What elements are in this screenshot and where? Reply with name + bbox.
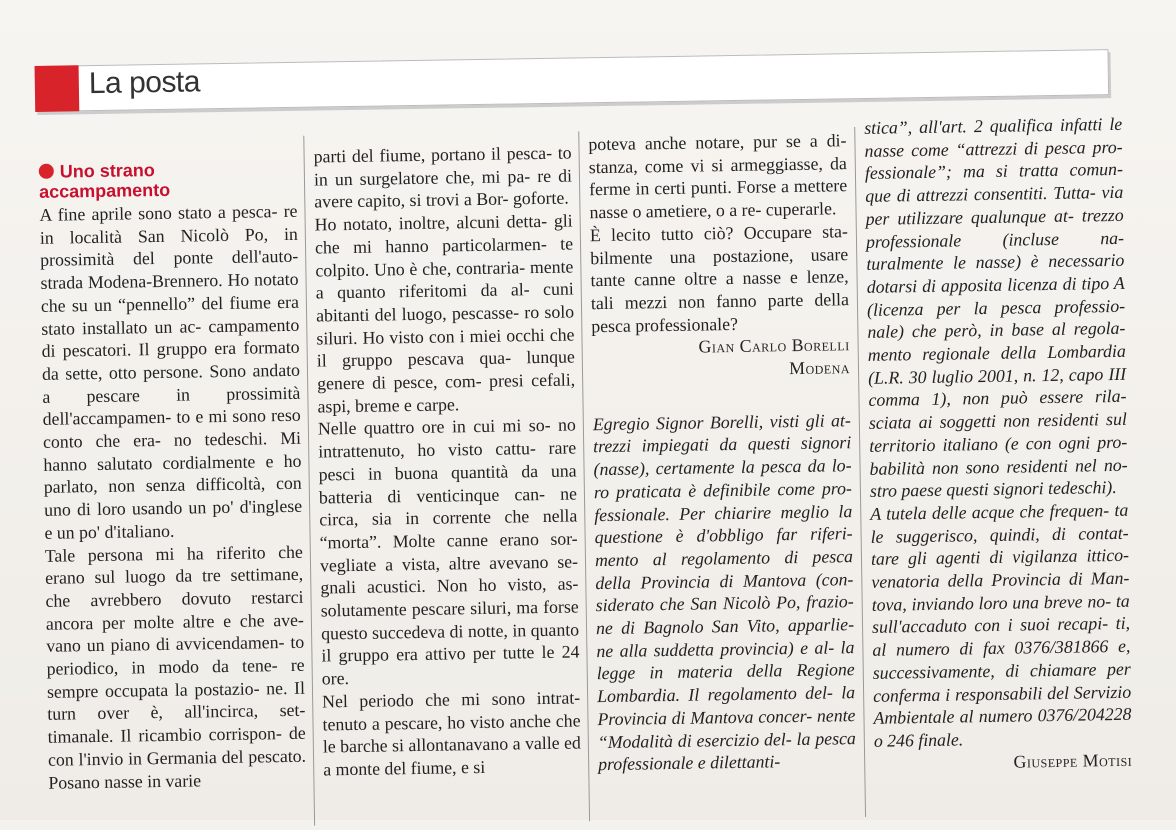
headline-line-2: accampamento xyxy=(38,179,171,202)
article-columns xyxy=(30,102,1161,820)
letter-paragraph: poteva anche notare, pur se a di- stanza, come vi si armeggiasse, da ferme in certi punti. Forse a mettere nasse o ametiere, o a re- cuperarle. xyxy=(588,130,848,223)
letter-paragraph: Nel periodo che mi sono intrat- tenuto a pescare, ho visto anche che le barche si allontanavano a valle ed a monte del fiume, e si xyxy=(322,687,582,780)
column-3 xyxy=(588,129,856,776)
reply-paragraph: stica”, all'art. 2 qualifica infatti le nasse come “attrezzi di pesca pro- fessionale”; ma si tratta comun- que di attrezzi consentiti. Tutta- via per utilizzare qualunque at- trezzo professionale (incluse na- turalmente le nasse) è necessario dotarsi di apposita licenza di tipo A (licenza per la pesca professio- nale) che però, in base al regola- mento regionale della Lombardia (L.R. 30 luglio 2001, n. 12, capo III comma 1), non può essere rila- sciata ai soggetti non residenti sul territorio italiano (e con ogni pro- babilità non sono residenti nel no- stro paese questi signori tedeschi). xyxy=(864,113,1128,502)
letter-headline xyxy=(39,158,298,202)
letter-paragraph: Ho notato, inoltre, alcuni detta- gli che mi hanno particolarmen- te colpito. Uno è che, contraria- mente a quanto riferitomi da al- cuni abitanti del luogo, pescasse- ro solo siluri. Ho visto con i miei occhi che il gruppo pescava qua- lunque genere di pesce, com- presi cefali, aspi, breme e carpe. xyxy=(314,210,576,417)
letter-paragraph: Nelle quattro ore in cui mi so- no intrattenuto, ho visto cattu- rare pesci in buona quantità da una batteria di venticinque can- ne circa, sia in corrente che nella “morta”. Molte canne erano sor- vegliate a vista, altre avevano se- gnali acustici. Non ho visto, as- solutamente pescare siluri, ma forse questo succedeva di notte, in quanto il gruppo era attivo per tutte le 24 ore. xyxy=(317,414,580,689)
reply-author: Giuseppe Motisi xyxy=(1013,749,1133,772)
column-2 xyxy=(313,141,581,781)
letter-paragraph: Tale persona mi ha riferito che erano sul luogo da tre settimane, che avrebbero dovuto restarci ancora per molte altre e che ave- vano un piano di avvicendamen- to periodico, in modo da tene- re sempre occupata la postazio- ne. Il turn over è, all'incirca, set- timanale. Il ricambio corrispon- de con l'invio in Germania del pescato. Posano nasse in varie xyxy=(44,541,307,793)
headline-line-1: Uno strano xyxy=(59,160,155,182)
spacer xyxy=(592,379,850,413)
letter-paragraph: A fine aprile sono stato a pesca- re in località San Nicolò Po, in prossimità del ponte dell'auto- strada Modena-Brennero. Ho notato che su un “pennello” del fiume era stato installato un ac- campamento di pescatori. Il gruppo era formato da sette, otto persone. Sono andato a pescare in prossimità dell'accampamen- to e mi sono reso conto che era- no tedeschi. Mi hanno salutato cordialmente e ho parlato, non senza difficoltà, con uno di loro usando un po' d'inglese e un po' d'italiano. xyxy=(39,200,303,543)
header-red-block xyxy=(35,65,80,112)
column-divider xyxy=(854,127,866,817)
letter-paragraph: È lecito tutto ciò? Occupare sta- bilmente una postazione, usare tante canne oltre a nasse e lenze, tali mezzi non fanno parte della pesca professionale? xyxy=(589,220,850,336)
letter-city: Modena xyxy=(789,357,851,379)
section-header xyxy=(34,13,1111,110)
column-4 xyxy=(864,113,1132,775)
column-1 xyxy=(39,158,307,794)
reply-paragraph: Egregio Signor Borelli, visti gli at- trezzi impiegati da questi signori (nasse), certamente la pesca da lo- ro praticata è definibile come pro- fessionale. Per chiarire meglio la questione è d'obbligo far riferi- mento al regolamento di pesca della Provincia di Mantova (con- siderato che San Nicolò Po, frazio- ne di Bagnolo San Vito, apparlie- ne alla suddetta provincia) e al- la legge in materia della Regione Lombardia. Il regolamento del- la Provincia di Mantova concer- nente “Modalità di esercizio del- la pesca professionale e dilettanti- xyxy=(592,409,856,775)
bullet-dot-icon xyxy=(39,164,54,179)
section-title: La posta xyxy=(88,65,201,101)
reply-paragraph: A tutela delle acque che frequen- ta le suggerisco, quindi, di contat- tare gli agenti di vigilanza ittico- venatoria della Provincia di Man- tova, inviando loro una breve no- ta sull'accaduto con i suoi recapi- ti, al numero di fax 0376/381866 e, successivamente, di chiamare per conferma i responsabili del Servizio Ambientale al numero 0376/204228 o 246 finale. xyxy=(870,499,1132,751)
letter-author: Gian Carlo Borelli xyxy=(698,334,850,357)
letter-paragraph: parti del fiume, portano il pesca- to in un surgelatore che, mi pa- re di avere capito, si trovi a Bor- goforte. xyxy=(313,142,573,212)
